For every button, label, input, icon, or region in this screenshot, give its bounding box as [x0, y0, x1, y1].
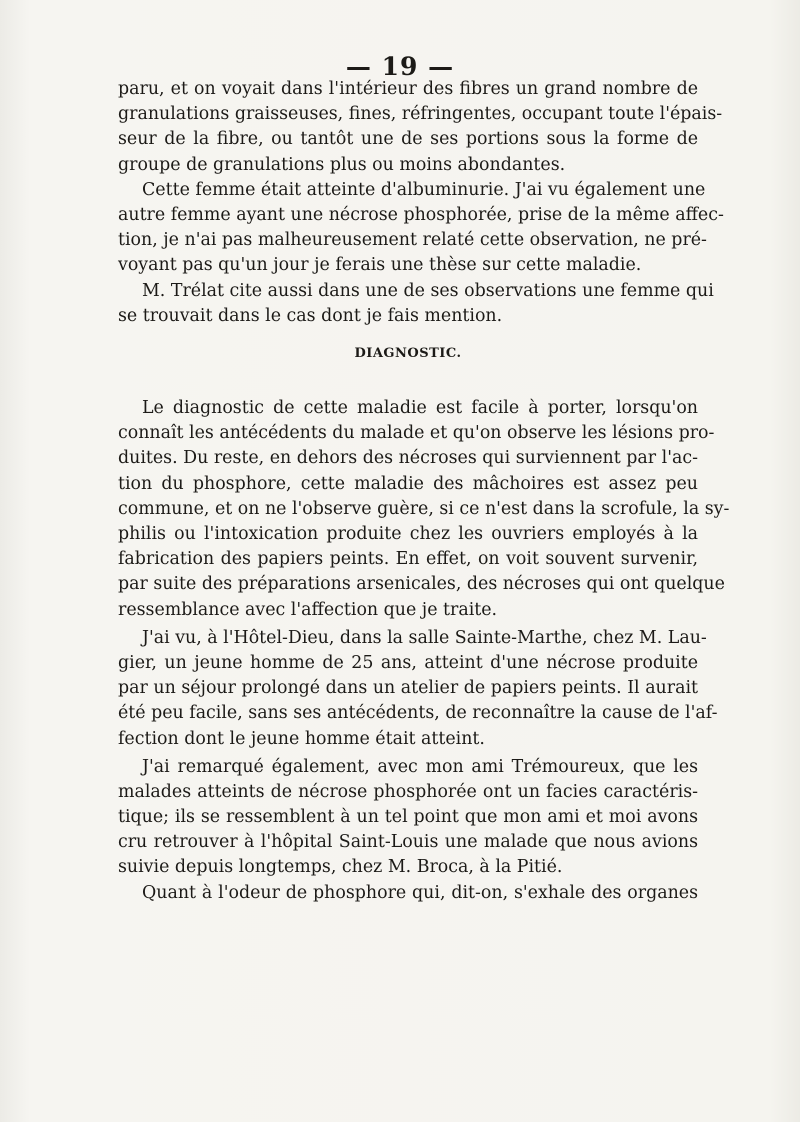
text-line: J'ai remarqué également, avec mon ami Trémoureux, que les [142, 756, 698, 777]
paragraph-albuminurie [118, 178, 724, 279]
text-line: par un séjour prolongé dans un atelier de papiers peints. Il aurait [118, 678, 698, 699]
paragraph-odeur [118, 881, 698, 906]
text-line: fection dont le jeune homme était atteint. [118, 728, 485, 749]
text-line: été peu facile, sans ses antécédents, de reconnaître la cause de l'af- [118, 703, 718, 724]
text-line: ressemblance avec l'affection que je traite. [118, 599, 498, 620]
text-line: seur de la fibre, ou tantôt une de ses portions sous la forme de [118, 129, 698, 150]
text-line: gier, un jeune homme de 25 ans, atteint d'une nécrose produite [118, 652, 698, 673]
text-line: autre femme ayant une nécrose phosphorée, prise de la même affec- [118, 204, 724, 225]
text-line: M. Trélat cite aussi dans une de ses observations une femme qui [142, 280, 714, 301]
text-line: Le diagnostic de cette maladie est facile à porter, lorsqu'on [142, 398, 698, 419]
paragraph-granulations [118, 77, 723, 178]
text-line: tion, je n'ai pas malheureusement relaté cette observation, ne pré- [118, 230, 707, 251]
text-line: se trouvait dans le cas dont je fais mention. [118, 305, 503, 326]
text-line: Cette femme était atteinte d'albuminurie. J'ai vu également une [142, 179, 706, 200]
text-line: malades atteints de nécrose phosphorée ont un facies caractéris- [118, 781, 698, 802]
text-line: tion du phosphore, cette maladie des mâchoires est assez peu [118, 473, 698, 494]
section-heading-diagnostic: DIAGNOSTIC. [354, 345, 462, 361]
text-line: cru retrouver à l'hôpital Saint-Louis une malade que nous avions [118, 832, 698, 853]
text-line: commune, et on ne l'observe guère, si ce n'est dans la scrofule, la sy- [118, 498, 730, 519]
text-line: par suite des préparations arsenicales, des nécroses qui ont quelque [118, 574, 725, 595]
body-text [118, 77, 730, 906]
text-line: suivie depuis longtemps, chez M. Broca, à la Pitié. [118, 857, 563, 878]
paragraph-diagnostic [118, 396, 730, 623]
text-line: philis ou l'intoxication produite chez les ouvriers employés à la [118, 524, 698, 544]
text-line: groupe de granulations plus ou moins abondantes. [118, 154, 566, 175]
text-line: Quant à l'odeur de phosphore qui, dit-on, s'exhale des organes [142, 882, 698, 903]
text-line: J'ai vu, à l'Hôtel-Dieu, dans la salle Sainte-Marthe, chez M. Lau- [142, 627, 707, 648]
page-number: — 19 — [345, 52, 455, 81]
text-line: duites. Du reste, en dehors des nécroses qui surviennent par l'ac- [118, 448, 698, 469]
paragraph-hotel-dieu [118, 626, 718, 752]
text-line: tique; ils se ressemblent à un tel point que mon ami et moi avons [118, 807, 698, 828]
text-line: voyant pas qu'un jour je ferais une thèse sur cette maladie. [118, 255, 642, 276]
paragraph-facies [118, 755, 698, 881]
text-line: fabrication des papiers peints. En effet, on voit souvent survenir, [118, 549, 698, 570]
text-line: granulations graisseuses, fines, réfringentes, occupant toute l'épais- [118, 104, 723, 125]
text-line: connaît les antécédents du malade et qu'on observe les lésions pro- [118, 423, 715, 444]
paragraph-trelat [118, 279, 714, 329]
text-line: paru, et on voyait dans l'intérieur des fibres un grand nombre de [118, 79, 698, 99]
